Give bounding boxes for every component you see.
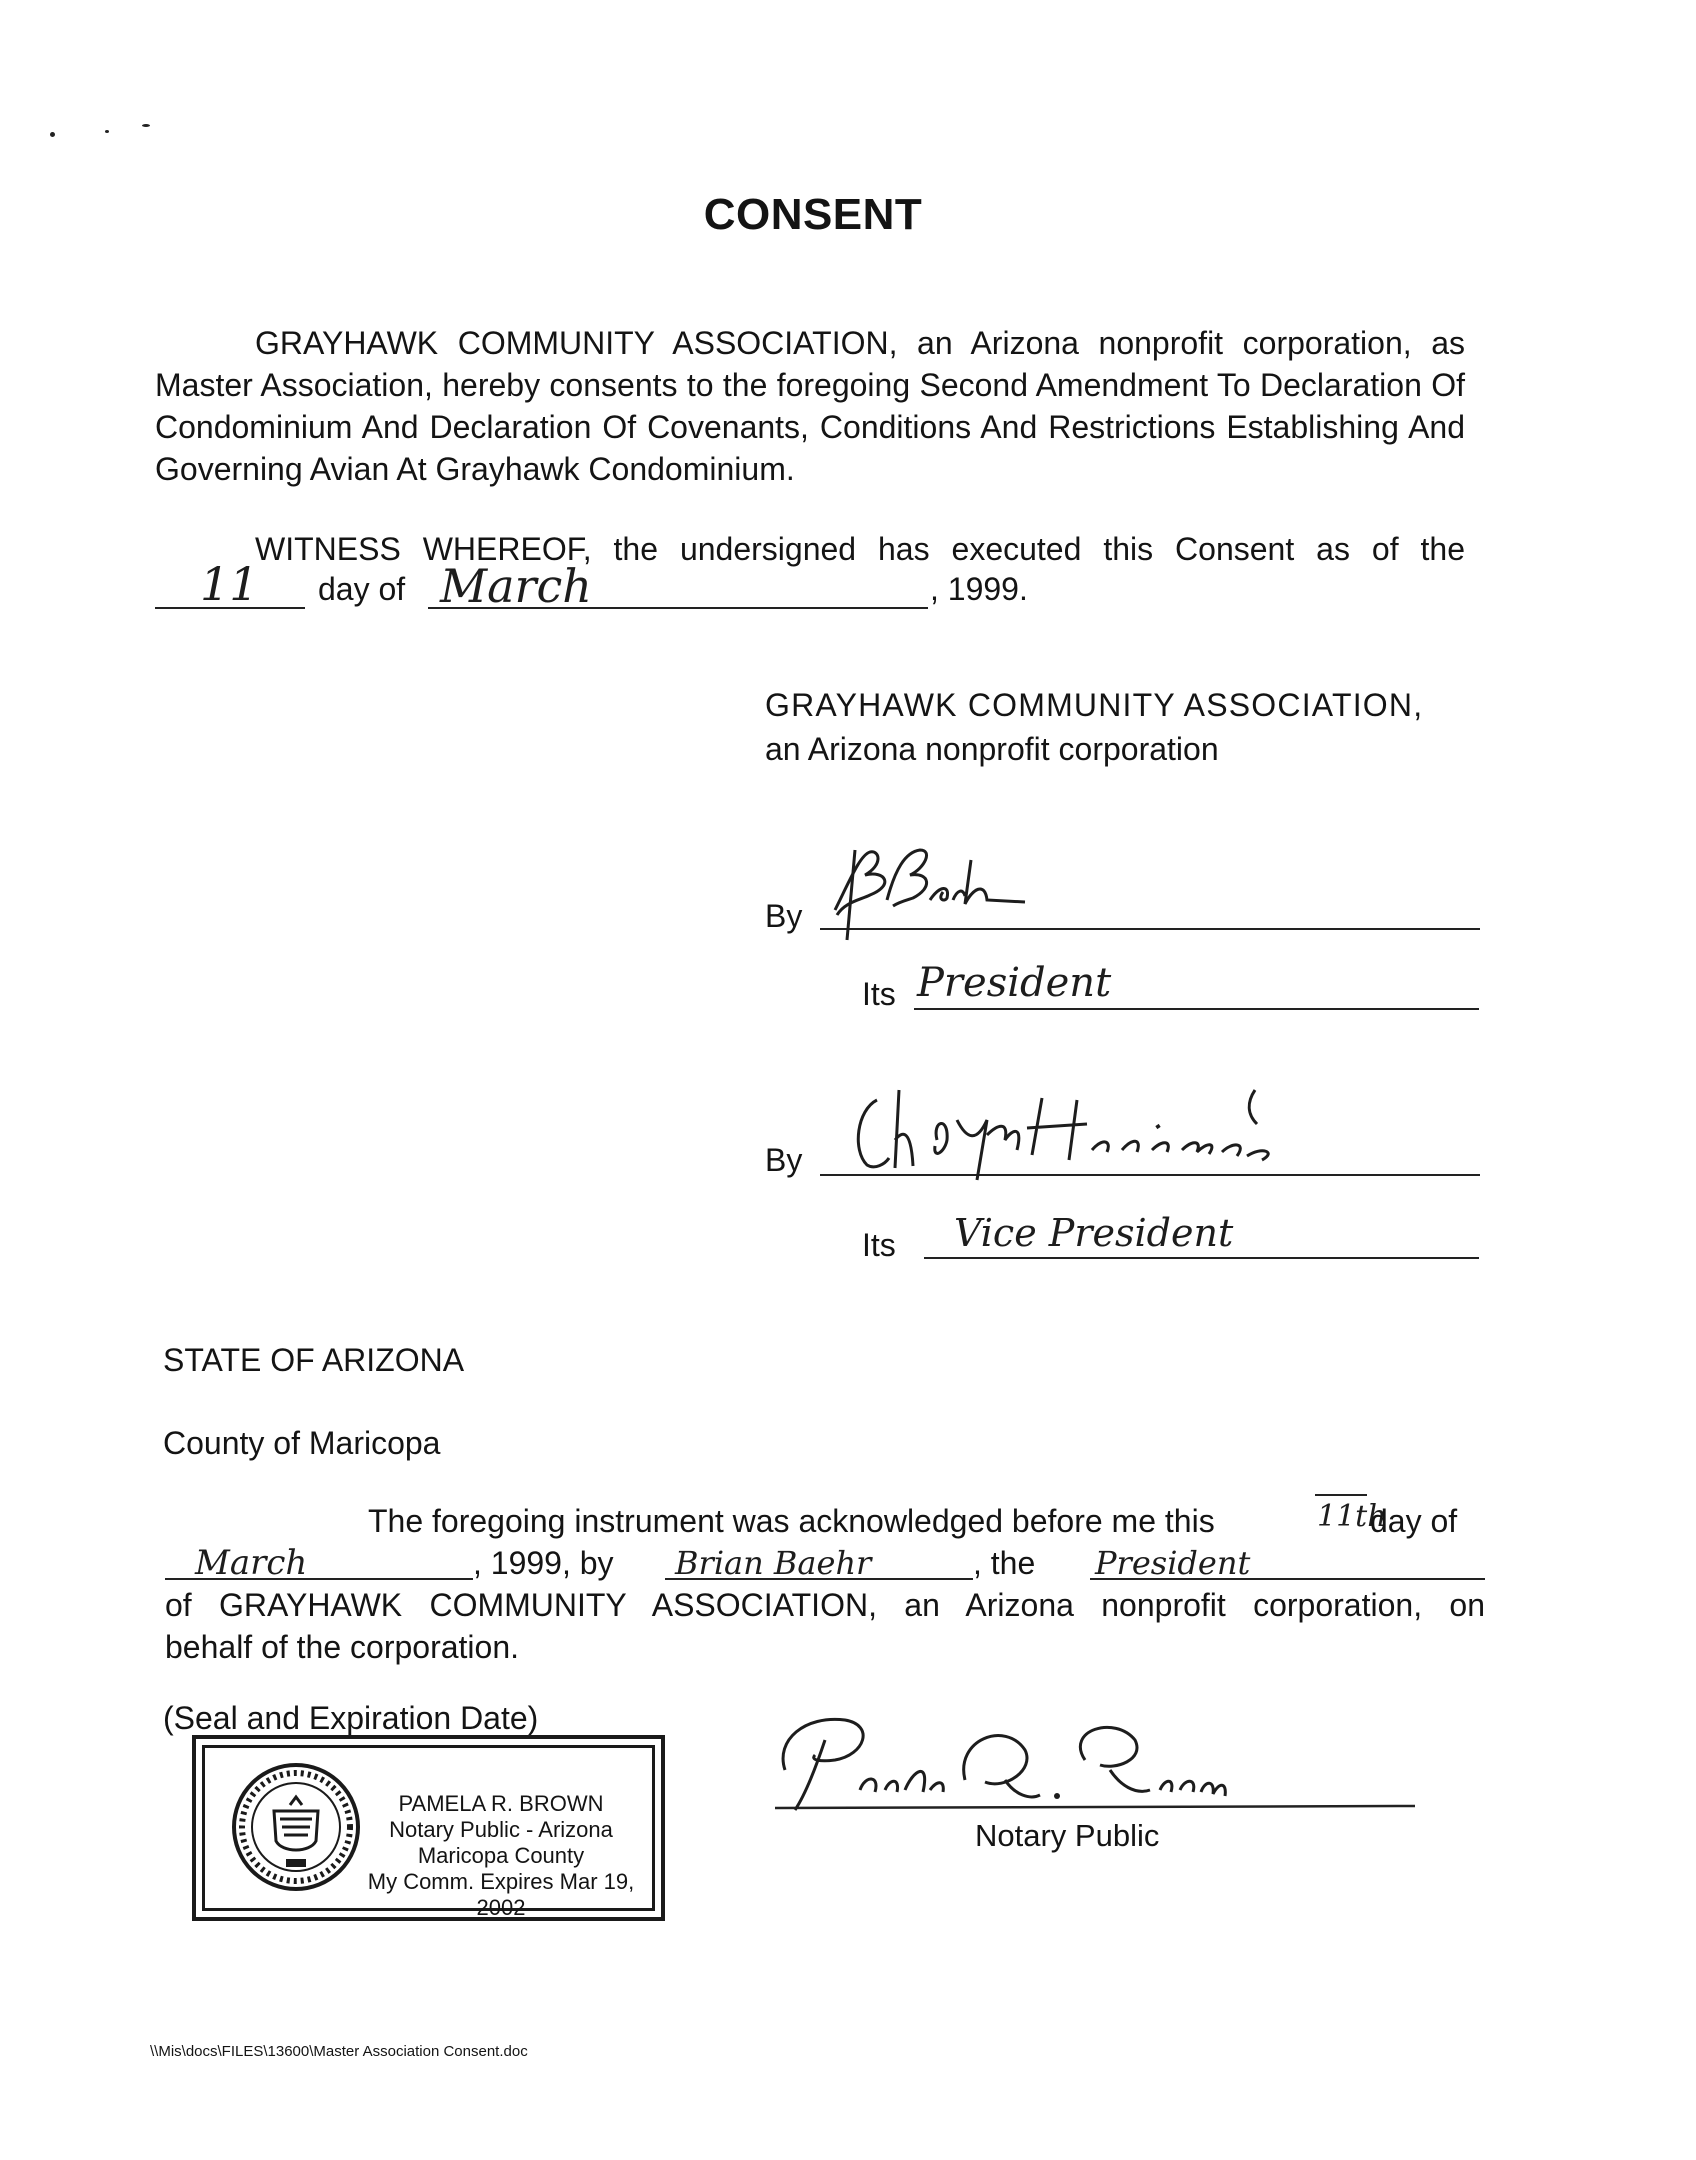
arizona-state-seal-icon (230, 1761, 362, 1893)
notary-county: Maricopa County (417, 1843, 585, 1868)
its-label: Its (862, 1227, 896, 1263)
signature-block-vice-president (765, 1090, 1485, 1190)
handwritten-title-president: President (917, 960, 1112, 1006)
title-block-vice-president (862, 1205, 1487, 1275)
handwritten-ack-name: Brian Baehr (675, 1544, 872, 1582)
execution-date-row (155, 557, 1055, 615)
county-label: County of Maricopa (163, 1425, 441, 1461)
org-name: GRAYHAWK COMMUNITY ASSOCIATION, (765, 687, 1424, 723)
by-label: By (765, 1142, 803, 1178)
notary-name: PAMELA R. BROWN (398, 1791, 604, 1816)
notary-seal-stamp (192, 1735, 665, 1921)
title-block-president (862, 960, 1487, 1030)
handwritten-ack-day: 11th (1317, 1499, 1387, 1534)
org-description: an Arizona nonprofit corporation (765, 731, 1219, 767)
seal-caption: (Seal and Expiration Date) (163, 1700, 539, 1736)
witness-line: WITNESS WHEREOF, the undersigned has executed this Consent as of the (255, 531, 1465, 567)
commission-expiry: My Comm. Expires Mar 19, 2002 (367, 1869, 635, 1920)
state-label: STATE OF ARIZONA (163, 1342, 465, 1378)
its-label: Its (862, 976, 896, 1012)
acknowledgment-line-3: of GRAYHAWK COMMUNITY ASSOCIATION, an Arizona nonprofit corporation, on (165, 1587, 1485, 1623)
handwritten-ack-month: March (195, 1543, 308, 1583)
handwritten-ack-title: President (1095, 1544, 1251, 1582)
vice-president-signature (837, 1080, 1337, 1190)
title-line (914, 1008, 1479, 1010)
handwritten-title-vice-president: Vice President (954, 1211, 1234, 1255)
file-path-footer: \\Mis\docs\FILES\13600\Master Association Consent.doc (150, 2043, 528, 2060)
by-label: By (765, 898, 803, 934)
scan-specks (40, 120, 180, 150)
seal-text (346, 1791, 656, 1921)
notary-public-label: Notary Public (975, 1818, 1160, 1853)
document-page: CONSENT GRAYHAWK COMMUNITY ASSOCIATION, an Arizona nonprofit corporation, as Master Association, hereby consents to the foregoing Second Amendment To Declaration Of Condominium And Declaration Of Covenants, Conditions And Restrictions Establishing And Governing Avian At Grayhawk Condominium. WITNESS WHEREOF, the undersigned has executed this Consent as of the 11 day of March , 1999. GRAYHAWK COMMUNITY ASSOCIATION, an Arizona nonprofit corporation By Its President By Its Vice President STATE OF ARIZONA County of Maricopa The foregoing instrument was acknowledged before me this 11th day of March , 1999, by Brian Baehr , the President of GRAYHAWK COMMUNITY ASSOCIATION, an Arizona nonprofit corporation, on behalf of the corporation. (Seal and Expiration Date) PAMELA R. BROWN Notary Public - Arizona Maricopa County My Comm. Expires Mar 19, 2002 Notary Public \\Mis\docs\FILES\13600\Master Association Consent.doc (0, 0, 1696, 2160)
document-title: CONSENT (703, 190, 923, 239)
handwritten-day: 11 (200, 557, 259, 611)
notary-title: Notary Public - Arizona (389, 1817, 613, 1842)
acknowledgment-line-4: behalf of the corporation. (165, 1629, 520, 1665)
handwritten-month: March (440, 559, 592, 613)
notary-signature (765, 1700, 1425, 1830)
year-text: , 1999. (930, 571, 1028, 607)
president-signature (825, 840, 1045, 950)
acknowledgment-line-2: March , 1999, by Brian Baehr , the President (165, 1542, 1485, 1584)
consent-paragraph: GRAYHAWK COMMUNITY ASSOCIATION, an Arizona nonprofit corporation, as Master Association, hereby consents to the foregoing Second Amendment To Declaration Of Condominium And Declaration Of Covenants, Conditions And Restrictions Establishing And Governing Avian At Grayhawk Condominium. (155, 325, 1465, 487)
signatory-organization (765, 683, 1485, 771)
signature-block-president (765, 860, 1485, 950)
day-of-label: day of (318, 571, 406, 607)
title-line (924, 1257, 1479, 1259)
